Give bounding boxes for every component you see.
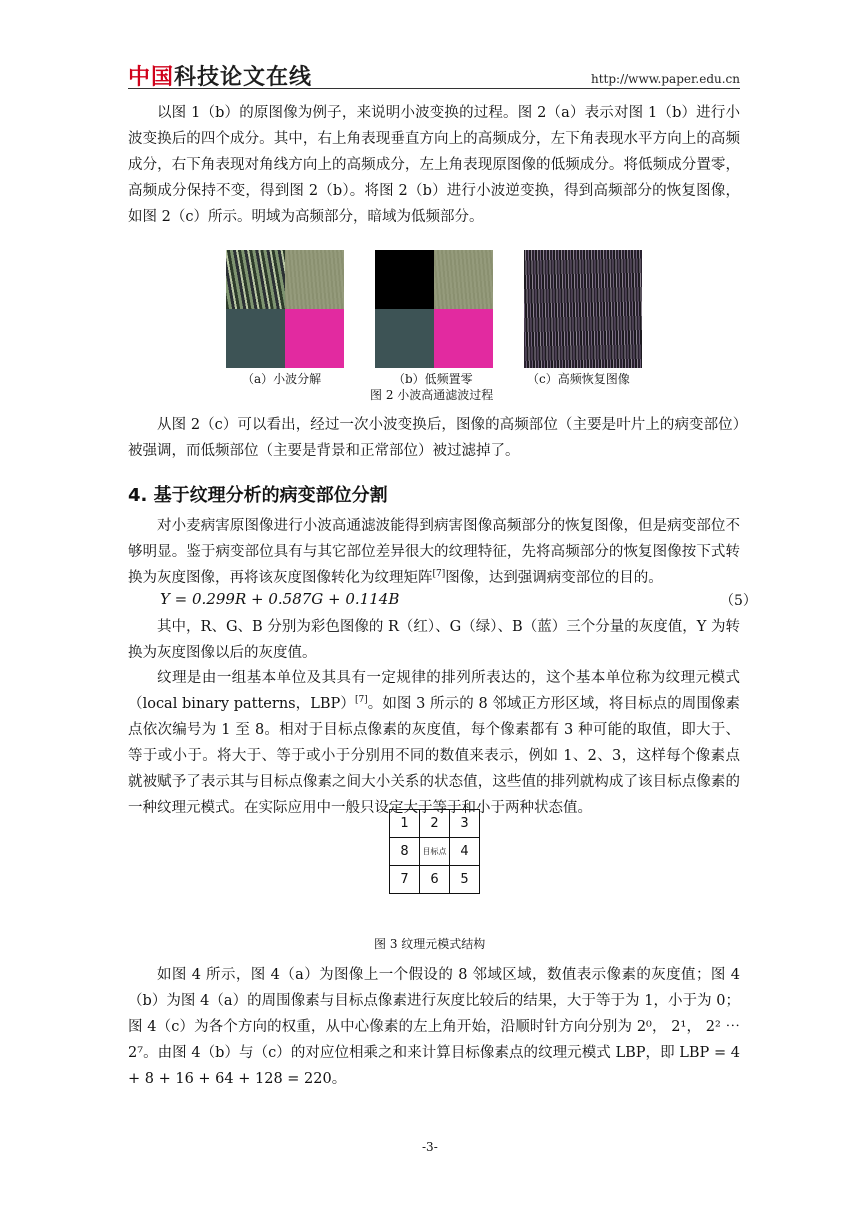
grid-cell: 3: [450, 810, 480, 838]
grid-cell: 6: [420, 866, 450, 894]
grid-cell: 4: [450, 838, 480, 866]
paragraph-lbp-definition: [128, 665, 740, 821]
citation-7[interactable]: [7]: [432, 569, 446, 580]
figure-2c-image: [524, 250, 642, 368]
figure-2-title: 图 2 小波高通滤波过程: [370, 388, 494, 402]
figure-3-lbp-grid: [389, 809, 480, 894]
paragraph-fig4-explanation: 如图 4 所示，图 4（a）为图像上一个假设的 8 邻域区域，数值表示像素的灰度值；图 4（b）为图 4（a）的周围像素与目标点像素进行灰度比较后的结果，大于等于为 1，小于为 0；图 4（c）为各个方向的权重，从中心像素的左上角开始，沿顺时针方向分别为 2⁰， 2¹， 2² ⋯ 2⁷。由图 4（b）与（c）的对应位相乘之和来计算目标像素点的纹理元模式 LBP，即 LBP = 4 + 8 + 16 + 64 + 128 = 220。: [128, 967, 741, 1087]
grid-cell: 5: [450, 866, 480, 894]
horizontal-high-freq-quadrant: [226, 309, 285, 368]
figure-2b-image: [375, 250, 493, 368]
journal-logo: [128, 60, 312, 91]
header-rule: [128, 88, 740, 89]
grid-cell: 1: [390, 810, 420, 838]
figure-2a-image: [226, 250, 344, 368]
paragraph-text: 如图 4 所示，图 4（a）为图像上一个假设的 8 邻域区域，数值表示像素的灰度值；图 4（b）为图 4（a）的周围像素与目标点像素进行灰度比较后的结果，大于等于为 1，小于为 0；图 4（c）为各个方向的权重，从中心像素的左上角开始，沿顺时针方向分别为: [128, 967, 740, 1035]
diagonal-high-freq-quadrant: [434, 309, 493, 368]
low-frequency-quadrant: [226, 250, 285, 309]
equation-number: （5）: [720, 593, 757, 609]
caption-2c: （c）高频恢复图像: [527, 372, 630, 386]
power-term: 2¹: [671, 1019, 687, 1035]
equation-5: Y = 0.299R + 0.587G + 0.114B: [160, 590, 400, 608]
paragraph-text: 图像，达到强调病变部位的目的。: [445, 570, 663, 586]
caption-2b: （b）低频置零: [393, 372, 473, 386]
section-4-heading: 4. 基于纹理分析的病变部位分割: [128, 485, 388, 506]
citation-7[interactable]: [7]: [354, 695, 368, 706]
paragraph-rgb-definition: 其中，R、G、B 分别为彩色图像的 R（红）、G（绿）、B（蓝）三个分量的灰度值，Y 为转换为灰度图像以后的灰度值。: [128, 619, 740, 661]
grid-cell: 7: [390, 866, 420, 894]
caption-2a: （a）小波分解: [242, 372, 322, 386]
figure-3-title: 图 3 纹理元模式结构: [374, 937, 486, 951]
power-term: 2² ⋯ 2⁷: [128, 1019, 741, 1061]
paragraph-text: 。如图 3 所示的 8 邻域正方形区域，将目标点的周围像素点依次编号为 1 至 8。相对于目标点像素的灰度值，每个像素都有 3 种可能的取值，即大于、等于或小于。将大于、等于或小于分别用不同的数值来表示，例如 1、2、3，这样每个像素点就被赋予了表示其与目标点像素之间大小关系的状态值，这些值的排列就构成了该目标点像素的一种纹理元模式。在实际应用中一般只设定大于等于和小于两种状态值。: [128, 696, 740, 816]
power-term: 2⁰: [636, 1019, 652, 1035]
vertical-high-freq-quadrant: [285, 250, 344, 309]
vertical-high-freq-quadrant: [434, 250, 493, 309]
diagonal-high-freq-quadrant: [285, 309, 344, 368]
page-number: -3-: [422, 1140, 438, 1154]
header-url[interactable]: http://www.paper.edu.cn: [590, 72, 740, 86]
grid-cell-target-point: 目标点: [420, 838, 450, 866]
paragraph-wavelet-intro: 以图 1（b）的原图像为例子，来说明小波变换的过程。图 2（a）表示对图 1（b）进行小波变换后的四个成分。其中，右上角表现垂直方向上的高频成分，左下角表现水平方向上的高频成分，右下角表现对角线方向上的高频成分，左上角表现原图像的低频成分。将低频成分置零，高频成分保持不变，得到图 2（b）。将图 2（b）进行小波逆变换，得到高频部分的恢复图像，如图 2（c）所示。明域为高频部分，暗域为低频部分。: [128, 105, 740, 225]
paragraph-text: 。由图 4（b）与（c）的对应位相乘之和来计算目标像素点的纹理元模式 LBP，即 LBP = 4 + 8 + 16 + 64 + 128 = 220。: [128, 1045, 740, 1087]
paragraph-text: 对小麦病害原图像进行小波高通滤波能得到病害图像高频部分的恢复图像，但是病变部位不够明显。鉴于病变部位具有与其它部位差异很大的纹理特征，先将高频部分的恢复图像按下式转换为灰度图像，再将该灰度图像转化为纹理矩阵: [128, 518, 740, 586]
logo-black-text: 科技论文在线: [174, 65, 313, 90]
horizontal-high-freq-quadrant: [375, 309, 434, 368]
figure-2: [226, 250, 642, 368]
grid-cell: 2: [420, 810, 450, 838]
paragraph-text: 纹理是由一组基本单位及其具有一定规律的排列所表达的，这个基本单位称为纹理元模式（local binary patterns，LBP）: [128, 670, 740, 712]
zeroed-low-frequency-quadrant: [375, 250, 434, 309]
paragraph-fig2c-explanation: 从图 2（c）可以看出，经过一次小波变换后，图像的高频部位（主要是叶片上的病变部位）被强调，而低频部位（主要是背景和正常部位）被过滤掉了。: [128, 417, 740, 459]
logo-red-text: 中国: [128, 65, 175, 90]
grid-cell: 8: [390, 838, 420, 866]
paragraph-texture-method: [128, 513, 740, 591]
